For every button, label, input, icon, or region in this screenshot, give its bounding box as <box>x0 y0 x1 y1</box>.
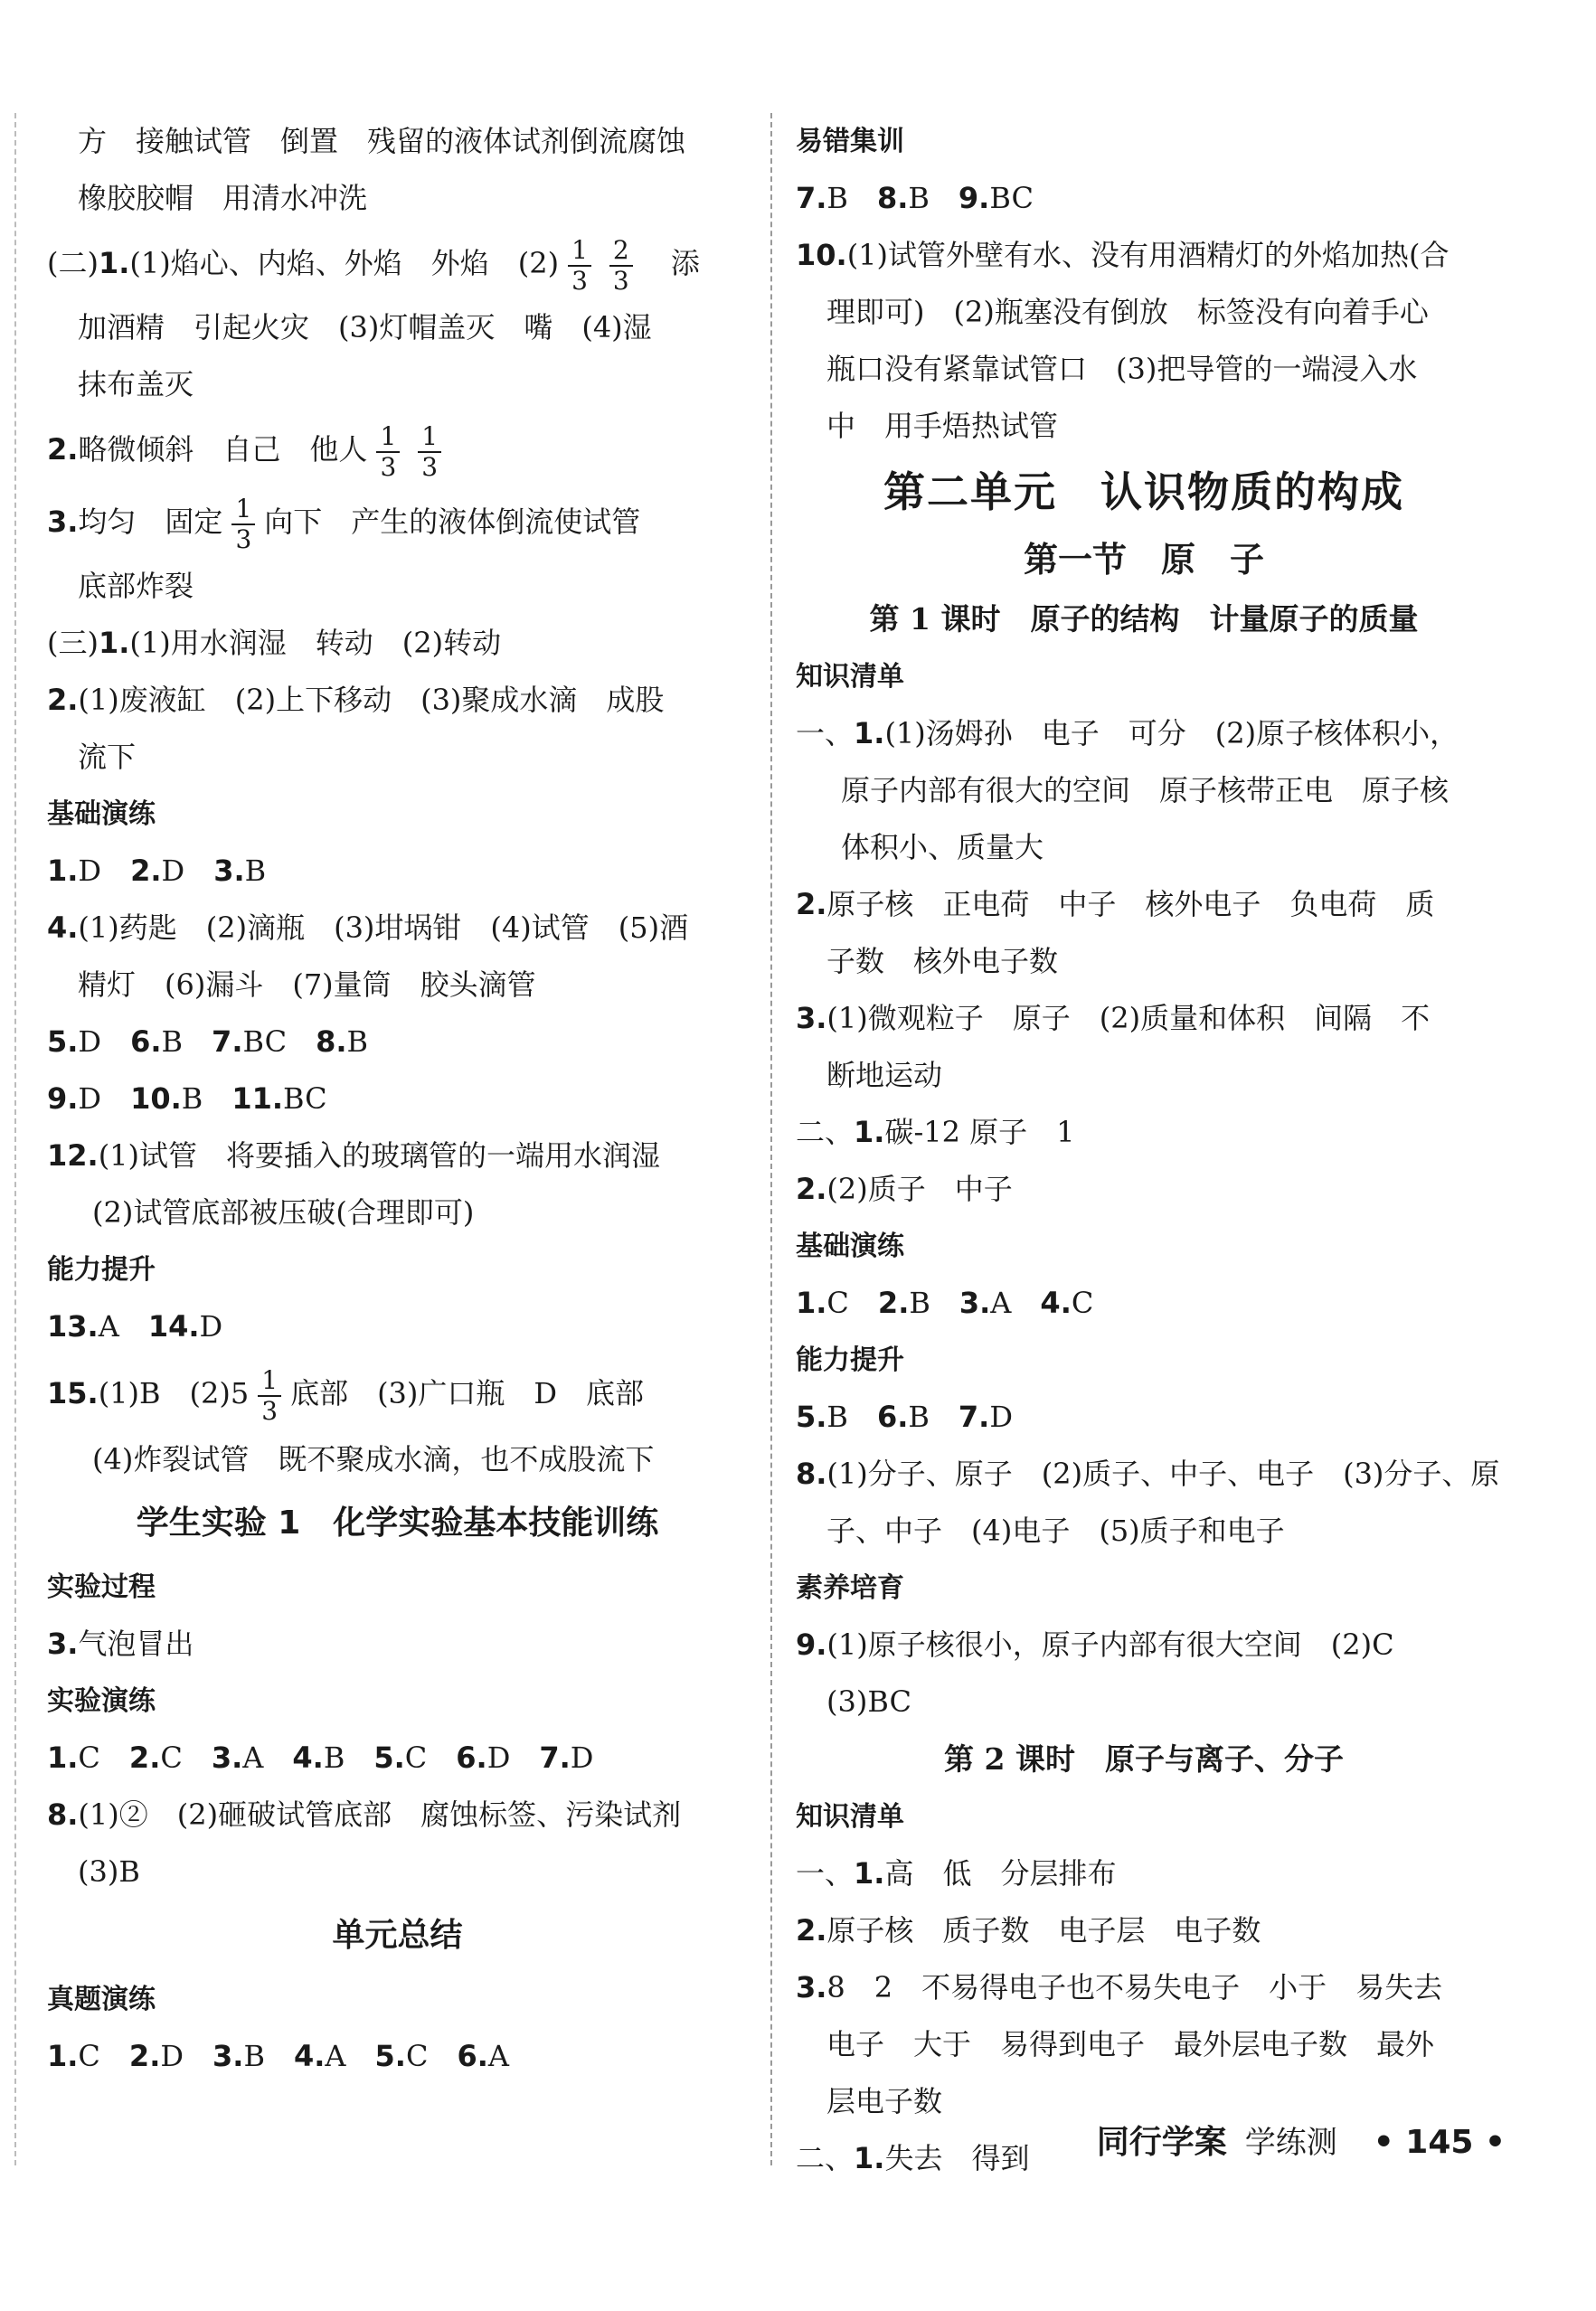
answer-item-2 <box>47 413 748 486</box>
answer-item-9: 9.(1)原子核很小，原子内部有很大空间 (2)C <box>796 1627 1394 1662</box>
text-line: 子数 核外电子数 <box>826 944 1059 978</box>
answer-row: 5.D 6.B 7.BC 8.B <box>47 1024 369 1059</box>
answer-row: 7.B 8.B 9.BC <box>796 181 1034 215</box>
section-marker: (二) <box>47 246 99 280</box>
answer-text: 添 <box>670 246 700 280</box>
answer-item-2-1: 二、1.碳-12 原子 1 <box>796 1115 1075 1149</box>
fraction: $\frac{1}{3}$ <box>568 236 591 296</box>
heading-ability: 能力提升 <box>47 1254 156 1286</box>
answer-text: (1)焰心、内焰、外焰 外焰 (2) <box>129 246 560 280</box>
answer-item-15: 15.(1)B (2)5 $\frac{1}{3}$ 底部 (3)广口瓶 D 底部 <box>47 1364 645 1426</box>
item-number: 1. <box>98 626 130 660</box>
text-line: (3)BC <box>826 1684 911 1719</box>
heading-basic-practice: 基础演练 <box>47 798 156 830</box>
text-line: 中 用手焐热试管 <box>826 409 1059 443</box>
page-footer <box>1097 2120 1506 2165</box>
summary-title: 单元总结 <box>332 1917 463 1954</box>
text-line: 方 接触试管 倒置 残留的液体试剂倒流腐蚀 <box>78 124 686 158</box>
heading-basic-practice: 基础演练 <box>796 1231 904 1262</box>
heading-knowledge: 知识清单 <box>796 661 904 693</box>
answer-item-3 <box>47 486 748 558</box>
answer-row: 13.A 14.D <box>47 1309 223 1344</box>
answer-item-2: 2.原子核 质子数 电子层 电子数 <box>796 1913 1261 1948</box>
page-number: • 145 • <box>1373 2124 1506 2161</box>
answer-item-2: 2.原子核 正电荷 中子 核外电子 负电荷 质 <box>796 887 1435 921</box>
answer-item-3: 3.气泡冒出 <box>47 1627 194 1661</box>
answer-text: 均匀 固定 <box>78 505 223 539</box>
answer-item-10: 10.(1)试管外壁有水、没有用酒精灯的外焰加热(合 <box>796 238 1450 272</box>
answer-row: 9.D 10.B 11.BC <box>47 1081 327 1116</box>
brand-name: 同行学案 <box>1096 2124 1227 2161</box>
text-line: 精灯 (6)漏斗 (7)量筒 胶头滴管 <box>78 967 536 1002</box>
heading-real-exam: 真题演练 <box>47 1984 156 2015</box>
text-line: 子、中子 (4)电子 (5)质子和电子 <box>826 1514 1285 1548</box>
heading-ability: 能力提升 <box>796 1344 904 1376</box>
fraction: $\frac{1}{3}$ <box>418 422 441 482</box>
left-column <box>47 113 748 2085</box>
item-number: 3. <box>47 505 79 539</box>
answer-item-4: 4.(1)药匙 (2)滴瓶 (3)坩埚钳 (4)试管 (5)酒 <box>47 910 689 945</box>
answer-row: 5.B 6.B 7.D <box>796 1400 1013 1434</box>
lesson-title: 第 2 课时 原子与离子、分子 <box>944 1741 1344 1777</box>
answer-item-12: 12.(1)试管 将要插入的玻璃管的一端用水润湿 <box>47 1138 661 1173</box>
heading-error-prone: 易错集训 <box>796 126 904 157</box>
answer-text: (1)废液缸 (2)上下移动 (3)聚成水滴 成股 <box>78 683 665 717</box>
item-number: 1. <box>98 246 130 280</box>
experiment-title: 学生实验 1 化学实验基本技能训练 <box>136 1505 659 1542</box>
text-line: 橡胶胶帽 用清水冲洗 <box>78 181 368 215</box>
answer-row: 1.D 2.D 3.B <box>47 854 267 888</box>
fraction: $\frac{1}{3}$ <box>231 495 255 554</box>
answer-item-2-1 <box>47 227 748 299</box>
text-line: 理即可) (2)瓶塞没有倒放 标签没有向着手心 <box>826 295 1429 329</box>
heading-process: 实验过程 <box>47 1571 156 1603</box>
text-line: 流下 <box>78 740 137 774</box>
answer-item-3-2 <box>47 672 748 729</box>
answer-row: 1.C 2.C 3.A 4.B 5.C 6.D 7.D <box>47 1740 594 1775</box>
fraction: $\frac{1}{3}$ <box>376 422 400 482</box>
text-line: 瓶口没有紧靠试管口 (3)把导管的一端浸入水 <box>826 352 1418 386</box>
answer-text: 略微倾斜 自己 他人 <box>78 432 368 467</box>
lesson-title: 第 1 课时 原子的结构 计量原子的质量 <box>869 601 1419 637</box>
text-line: 体积小、质量大 <box>841 830 1044 864</box>
answer-item-2-2: 2.(2)质子 中子 <box>796 1172 1013 1206</box>
text-line: (3)B <box>78 1854 140 1889</box>
text-line: 底部炸裂 <box>78 569 194 603</box>
item-number: 2. <box>47 683 79 717</box>
heading-literacy: 素养培育 <box>796 1572 904 1604</box>
answer-text: (1)用水润湿 转动 (2)转动 <box>129 626 502 660</box>
fraction: $\frac{2}{3}$ <box>609 236 633 296</box>
section-title: 第一节 原 子 <box>1023 540 1264 580</box>
answer-text: 向下 产生的液体倒流使试管 <box>264 505 641 539</box>
fraction: $\frac{1}{3}$ <box>258 1366 281 1426</box>
text-line: 原子内部有很大的空间 原子核带正电 原子核 <box>841 773 1450 807</box>
answer-row: 1.C 2.D 3.B 4.A 5.C 6.A <box>47 2039 509 2073</box>
text-line: 断地运动 <box>826 1058 943 1092</box>
right-column <box>796 113 1500 2187</box>
answer-item-1: 一、1.高 低 分层排布 <box>796 1856 1117 1891</box>
text-line: (4)炸裂试管 既不聚成水滴，也不成股流下 <box>92 1442 655 1476</box>
section-marker: (三) <box>47 626 99 660</box>
text-line: 电子 大于 易得到电子 最外层电子数 最外 <box>826 2027 1435 2061</box>
unit-title: 第二单元 认识物质的构成 <box>883 467 1404 516</box>
heading-knowledge: 知识清单 <box>796 1801 904 1833</box>
answer-item-8: 8.(1)② (2)砸破试管底部 腐蚀标签、污染试剂 <box>47 1797 682 1832</box>
item-number: 2. <box>47 432 79 467</box>
answer-item-3: 3.8 2 不易得电子也不易失电子 小于 易失去 <box>796 1970 1443 2004</box>
heading-practice: 实验演练 <box>47 1685 156 1717</box>
text-line: 抹布盖灭 <box>78 367 194 401</box>
text-line: (2)试管底部被压破(合理即可) <box>92 1195 475 1230</box>
answer-item-2-1: 二、1.失去 得到 <box>796 2141 1030 2175</box>
answer-item-3: 3.(1)微观粒子 原子 (2)质量和体积 间隔 不 <box>796 1001 1431 1035</box>
answer-item-1: 一、1.(1)汤姆孙 电子 可分 (2)原子核体积小， <box>796 716 1459 750</box>
text-line: 层电子数 <box>826 2084 943 2118</box>
series-name: 学练测 <box>1244 2125 1337 2161</box>
binding-margin-line <box>14 113 16 2165</box>
answer-item-8: 8.(1)分子、原子 (2)质子、中子、电子 (3)分子、原 <box>796 1457 1500 1491</box>
column-divider <box>770 113 772 2165</box>
text-line: 加酒精 引起火灾 (3)灯帽盖灭 嘴 (4)湿 <box>78 310 652 344</box>
answer-item-3-1 <box>47 615 748 672</box>
answer-row: 1.C 2.B 3.A 4.C <box>796 1286 1094 1320</box>
